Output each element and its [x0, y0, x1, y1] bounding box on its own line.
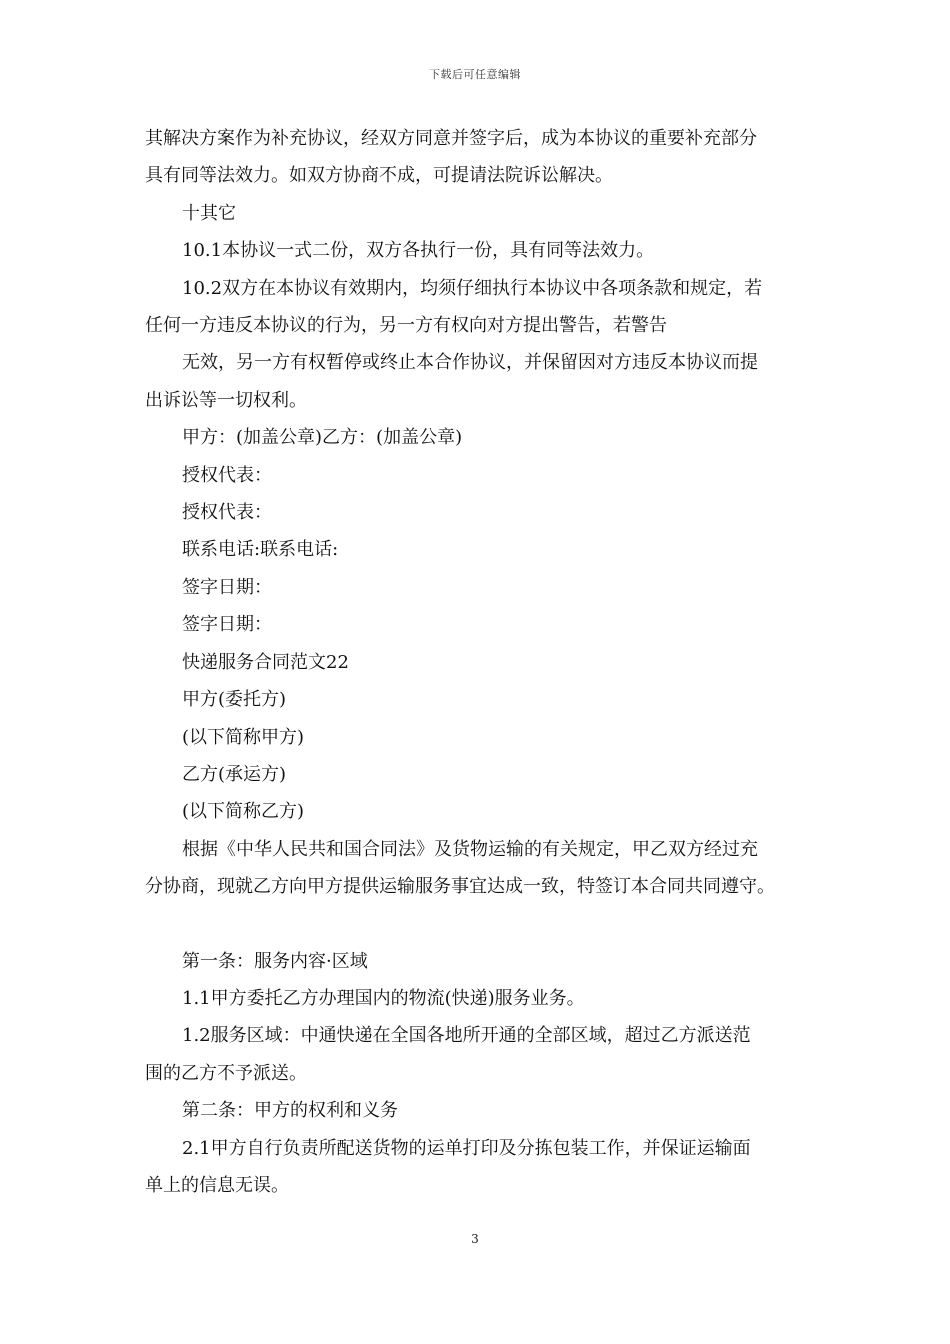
paragraph-line: (以下简称甲方)	[182, 726, 305, 748]
paragraph-line: 1.1甲方委托乙方办理国内的物流(快递)服务业务。	[182, 987, 585, 1009]
paragraph-line: 签字日期：	[182, 576, 272, 598]
paragraph-line: 根据《中华人民共和国合同法》及货物运输的有关规定，甲乙双方经过充	[182, 838, 758, 860]
paragraph-line: 联系电话:联系电话:	[182, 539, 339, 561]
page-header: 下载后可任意编辑	[429, 68, 521, 81]
paragraph-line: 第一条：服务内容·区域	[182, 950, 368, 972]
paragraph-line: 10.1本协议一式二份，双方各执行一份，具有同等法效力。	[182, 240, 655, 262]
paragraph-line: 乙方(承运方)	[182, 763, 287, 785]
paragraph-spacer	[145, 906, 817, 943]
paragraph-line: 单上的信息无误。	[145, 1174, 289, 1196]
paragraph-line: 甲方(委托方)	[182, 689, 287, 711]
paragraph-line: (以下简称乙方)	[182, 801, 305, 823]
page-number: 3	[471, 1232, 479, 1246]
paragraph-line: 甲方：(加盖公章)乙方：(加盖公章)	[182, 427, 463, 449]
paragraph-line: 授权代表：	[182, 464, 272, 486]
paragraph-line: 授权代表：	[182, 502, 272, 524]
paragraph-line: 10.2双方在本协议有效期内，均须仔细执行本协议中各项条款和规定，若	[182, 277, 763, 299]
paragraph-line: 分协商，现就乙方向甲方提供运输服务事宜达成一致，特签订本合同共同遵守。	[145, 876, 775, 898]
paragraph-line: 任何一方违反本协议的行为，另一方有权向对方提出警告，若警告	[145, 315, 667, 337]
paragraph-line: 具有同等法效力。如双方协商不成，可提请法院诉讼解决。	[145, 165, 613, 187]
document-body	[145, 120, 817, 1204]
paragraph-line: 出诉讼等一切权利。	[145, 389, 307, 411]
paragraph-line: 1.2服务区域：中通快递在全国各地所开通的全部区域，超过乙方派送范	[182, 1025, 751, 1047]
paragraph-line: 第二条：甲方的权利和义务	[182, 1100, 398, 1122]
paragraph-line: 无效，另一方有权暂停或终止本合作协议，并保留因对方违反本协议而提	[182, 352, 758, 374]
paragraph-line: 围的乙方不予派送。	[145, 1062, 307, 1084]
paragraph-line: 签字日期：	[182, 614, 272, 636]
paragraph-line: 快递服务合同范文22	[182, 651, 349, 673]
paragraph-line: 2.1甲方自行负责所配送货物的运单打印及分拣包装工作，并保证运输面	[182, 1137, 751, 1159]
paragraph-line: 十其它	[182, 202, 236, 224]
paragraph-line: 其解决方案作为补充协议，经双方同意并签字后，成为本协议的重要补充部分	[145, 128, 757, 149]
